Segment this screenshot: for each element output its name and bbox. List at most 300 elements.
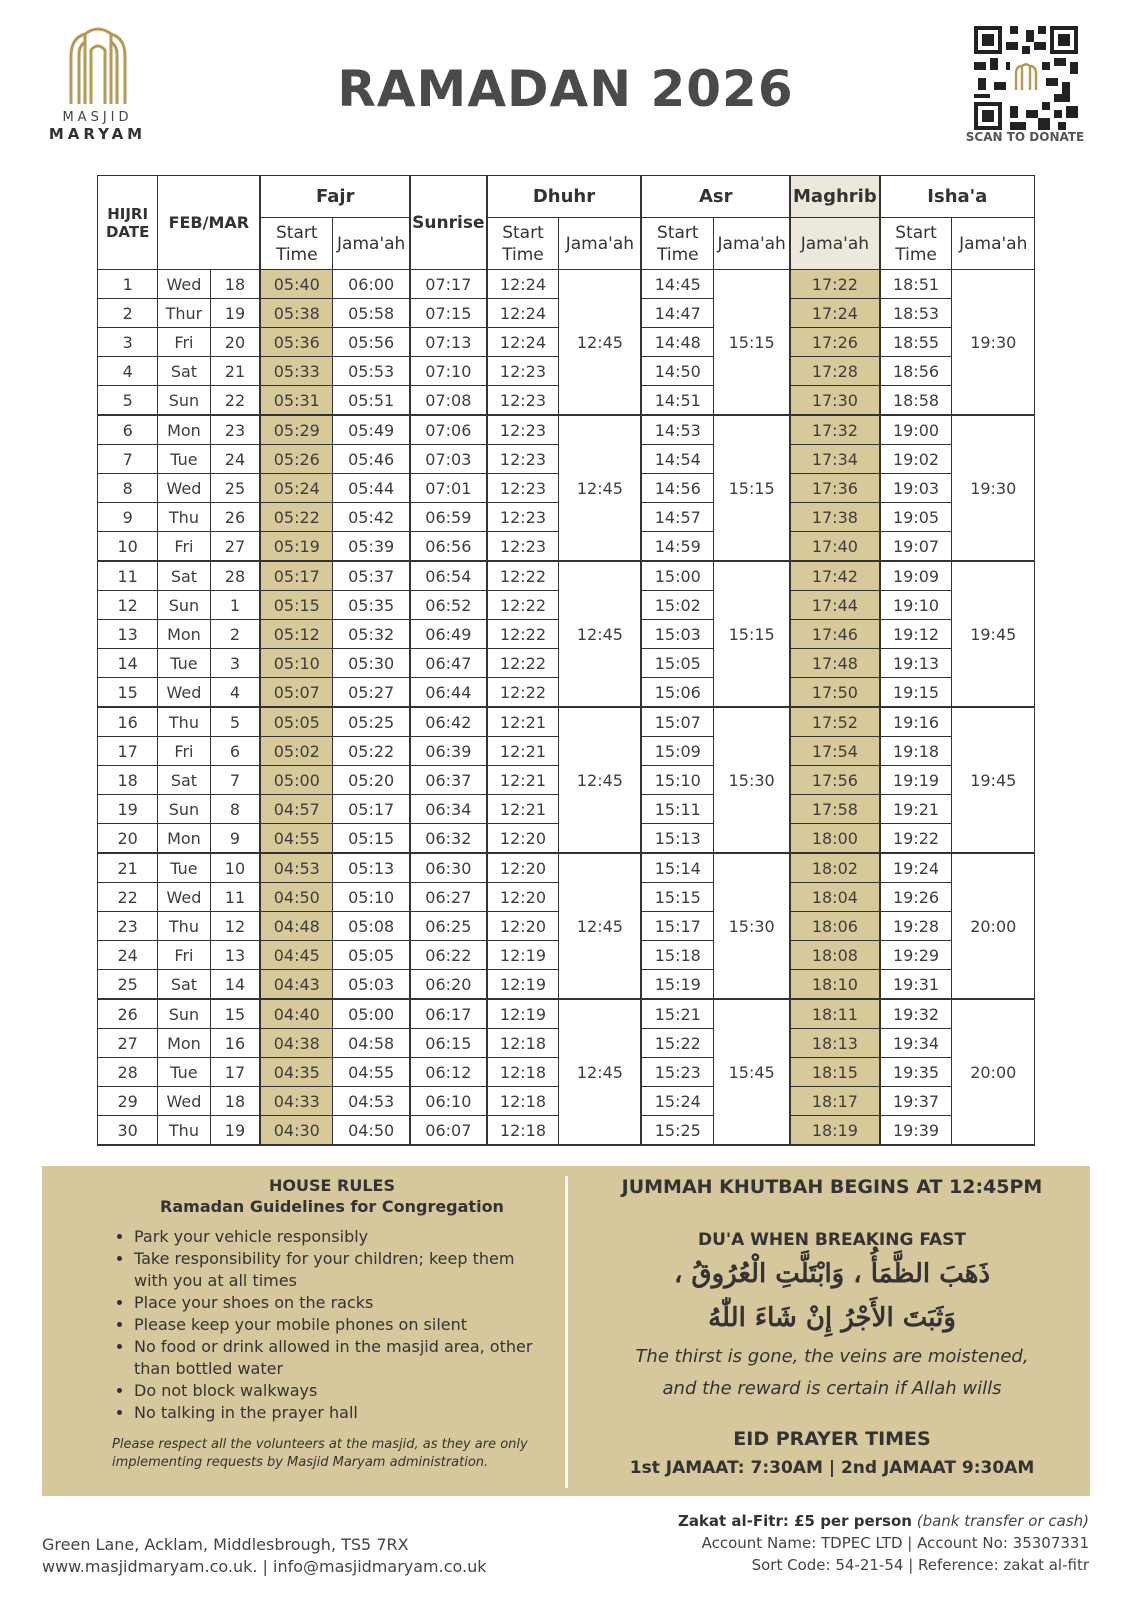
maghrib-cell: 17:34 (790, 445, 879, 474)
footer-address (42, 1534, 487, 1578)
hijri-date-cell: 4 (98, 357, 158, 386)
day-of-month-cell: 19 (210, 1116, 260, 1146)
day-of-month-cell: 6 (210, 737, 260, 766)
maghrib-header: Maghrib (790, 176, 879, 218)
asr-start-cell: 14:54 (641, 445, 713, 474)
maghrib-cell: 17:56 (790, 766, 879, 795)
dhuhr-start-cell: 12:23 (487, 474, 559, 503)
asr-start-cell: 15:00 (641, 561, 713, 591)
maghrib-cell: 17:28 (790, 357, 879, 386)
asr-start-cell: 15:22 (641, 1029, 713, 1058)
isha-start-cell: 19:29 (880, 941, 952, 970)
zakat-note: (bank transfer or cash) (916, 1512, 1089, 1530)
isha-start-cell: 18:53 (880, 299, 952, 328)
isha-start-cell: 19:34 (880, 1029, 952, 1058)
day-of-month-cell: 15 (210, 999, 260, 1029)
sunrise-cell: 06:34 (410, 795, 486, 824)
dua-arabic-line1: ذَهَبَ الظَّمَأُ ، وَابْتَلَّتِ الْعُرُوقُ ، (673, 1259, 991, 1289)
day-of-month-cell: 9 (210, 824, 260, 854)
fajr-jamaah-cell: 05:53 (333, 357, 410, 386)
maghrib-cell: 18:15 (790, 1058, 879, 1087)
eid-times (582, 1458, 1082, 1478)
dua-translation-line2: and the reward is certain if Allah wills (662, 1378, 1002, 1399)
weekday-cell: Mon (158, 1029, 210, 1058)
prayer-timetable (97, 175, 1035, 1146)
sunrise-header: Sunrise (410, 176, 486, 270)
dhuhr-start-cell: 12:18 (487, 1029, 559, 1058)
fajr-jamaah-cell: 05:05 (333, 941, 410, 970)
maghrib-cell: 17:58 (790, 795, 879, 824)
fajr-jamaah-header: Jama'ah (333, 218, 410, 270)
asr-start-cell: 15:24 (641, 1087, 713, 1116)
isha-start-cell: 19:19 (880, 766, 952, 795)
sunrise-cell: 06:12 (410, 1058, 486, 1087)
fajr-start-cell: 05:26 (260, 445, 332, 474)
volunteers-note: Please respect all the volunteers at the masjid, as they are only implementing requests by Masjid Maryam administration. (112, 1437, 528, 1470)
isha-jamaah-cell: 19:45 (952, 707, 1035, 853)
weekday-cell: Wed (158, 474, 210, 503)
weekday-cell: Tue (158, 445, 210, 474)
dhuhr-jamaah-cell: 12:45 (559, 999, 641, 1145)
isha-start-cell: 18:58 (880, 386, 952, 416)
table-row (98, 561, 1035, 591)
weekday-cell: Fri (158, 941, 210, 970)
fajr-start-cell: 04:45 (260, 941, 332, 970)
isha-start-cell: 19:16 (880, 707, 952, 737)
dhuhr-start-cell: 12:23 (487, 532, 559, 562)
hijri-date-cell: 15 (98, 678, 158, 708)
fajr-jamaah-cell: 05:51 (333, 386, 410, 416)
weekday-cell: Mon (158, 620, 210, 649)
eid-title: EID PRAYER TIMES (733, 1428, 931, 1450)
isha-start-cell: 19:35 (880, 1058, 952, 1087)
timetable-body (98, 270, 1035, 1146)
isha-jamaah-cell: 20:00 (952, 853, 1035, 999)
table-row (98, 853, 1035, 883)
rule-item: • No talking in the prayer hall (134, 1402, 552, 1424)
fajr-jamaah-cell: 05:08 (333, 912, 410, 941)
fajr-start-cell: 05:05 (260, 707, 332, 737)
sunrise-cell: 06:49 (410, 620, 486, 649)
fajr-start-header: Start Time (260, 218, 332, 270)
day-of-month-cell: 14 (210, 970, 260, 1000)
hijri-date-cell: 20 (98, 824, 158, 854)
page-title: RAMADAN 2026 (337, 60, 794, 118)
dhuhr-start-cell: 12:21 (487, 795, 559, 824)
hijri-date-cell: 8 (98, 474, 158, 503)
rule-item: • Place your shoes on the racks (134, 1292, 552, 1314)
weekday-cell: Fri (158, 328, 210, 357)
rule-item: • No food or drink allowed in the masjid area, other than bottled water (134, 1336, 552, 1380)
hijri-date-cell: 2 (98, 299, 158, 328)
asr-start-cell: 14:45 (641, 270, 713, 299)
asr-start-cell: 14:56 (641, 474, 713, 503)
info-panel (42, 1166, 1090, 1496)
day-of-month-cell: 27 (210, 532, 260, 562)
account-number: Account No: 35307331 (917, 1534, 1089, 1552)
fajr-start-cell: 04:33 (260, 1087, 332, 1116)
maghrib-cell: 17:38 (790, 503, 879, 532)
dhuhr-start-cell: 12:24 (487, 270, 559, 299)
weekday-cell: Thu (158, 912, 210, 941)
day-of-month-cell: 18 (210, 1087, 260, 1116)
isha-jamaah-header: Jama'ah (952, 218, 1035, 270)
fajr-jamaah-cell: 06:00 (333, 270, 410, 299)
isha-start-cell: 19:26 (880, 883, 952, 912)
day-of-month-cell: 16 (210, 1029, 260, 1058)
asr-start-cell: 14:57 (641, 503, 713, 532)
hijri-date-cell: 14 (98, 649, 158, 678)
weekday-cell: Sun (158, 999, 210, 1029)
asr-jamaah-cell: 15:15 (714, 415, 790, 561)
dhuhr-start-cell: 12:23 (487, 386, 559, 416)
sunrise-cell: 06:54 (410, 561, 486, 591)
table-row (98, 270, 1035, 299)
isha-start-cell: 18:51 (880, 270, 952, 299)
maghrib-cell: 18:11 (790, 999, 879, 1029)
sunrise-cell: 07:13 (410, 328, 486, 357)
sunrise-cell: 06:20 (410, 970, 486, 1000)
feb-mar-header: FEB/MAR (158, 176, 261, 270)
dhuhr-start-cell: 12:22 (487, 678, 559, 708)
fajr-jamaah-cell: 05:15 (333, 824, 410, 854)
hijri-date-cell: 1 (98, 270, 158, 299)
dhuhr-start-cell: 12:22 (487, 561, 559, 591)
logo-line1: MASJID (62, 110, 133, 125)
dhuhr-start-cell: 12:24 (487, 328, 559, 357)
day-of-month-cell: 17 (210, 1058, 260, 1087)
dhuhr-start-cell: 12:18 (487, 1087, 559, 1116)
zakat-line (678, 1510, 1089, 1532)
asr-start-cell: 15:06 (641, 678, 713, 708)
fajr-jamaah-cell: 05:39 (333, 532, 410, 562)
day-of-month-cell: 26 (210, 503, 260, 532)
dhuhr-start-cell: 12:23 (487, 357, 559, 386)
dhuhr-jamaah-header: Jama'ah (559, 218, 641, 270)
weekday-cell: Sun (158, 386, 210, 416)
fajr-jamaah-cell: 05:46 (333, 445, 410, 474)
sunrise-cell: 06:42 (410, 707, 486, 737)
isha-start-cell: 19:18 (880, 737, 952, 766)
maghrib-cell: 17:48 (790, 649, 879, 678)
fajr-start-cell: 04:40 (260, 999, 332, 1029)
bank-reference: Reference: zakat al-fitr (918, 1556, 1089, 1574)
dhuhr-start-cell: 12:21 (487, 737, 559, 766)
isha-jamaah-cell: 19:45 (952, 561, 1035, 707)
weekday-cell: Sat (158, 561, 210, 591)
asr-start-cell: 14:50 (641, 357, 713, 386)
eid-first-jamaat: 1st JAMAAT: 7:30AM (629, 1458, 823, 1478)
asr-jamaah-cell: 15:15 (714, 561, 790, 707)
sunrise-cell: 06:07 (410, 1116, 486, 1146)
dhuhr-start-header: Start Time (487, 218, 559, 270)
weekday-cell: Tue (158, 853, 210, 883)
maghrib-cell: 18:17 (790, 1087, 879, 1116)
asr-start-header: Start Time (641, 218, 713, 270)
hijri-date-cell: 21 (98, 853, 158, 883)
dhuhr-jamaah-cell: 12:45 (559, 270, 641, 416)
fajr-jamaah-cell: 04:55 (333, 1058, 410, 1087)
dhuhr-jamaah-cell: 12:45 (559, 853, 641, 999)
fajr-start-cell: 05:38 (260, 299, 332, 328)
sunrise-cell: 06:47 (410, 649, 486, 678)
hijri-date-cell: 9 (98, 503, 158, 532)
asr-jamaah-header: Jama'ah (714, 218, 790, 270)
sunrise-cell: 07:01 (410, 474, 486, 503)
maghrib-cell: 18:10 (790, 970, 879, 1000)
fajr-start-cell: 05:07 (260, 678, 332, 708)
dhuhr-start-cell: 12:20 (487, 824, 559, 854)
day-of-month-cell: 3 (210, 649, 260, 678)
sunrise-cell: 06:52 (410, 591, 486, 620)
asr-start-cell: 15:15 (641, 883, 713, 912)
rule-item: • Take responsibility for your children; keep them with you at all times (134, 1248, 552, 1292)
weekday-cell: Fri (158, 532, 210, 562)
dhuhr-start-cell: 12:19 (487, 999, 559, 1029)
fajr-start-cell: 05:10 (260, 649, 332, 678)
weekday-cell: Thu (158, 503, 210, 532)
isha-start-cell: 19:31 (880, 970, 952, 1000)
asr-start-cell: 15:25 (641, 1116, 713, 1146)
isha-start-cell: 19:39 (880, 1116, 952, 1146)
isha-start-cell: 19:24 (880, 853, 952, 883)
dhuhr-jamaah-cell: 12:45 (559, 707, 641, 853)
fajr-jamaah-cell: 05:25 (333, 707, 410, 737)
fajr-jamaah-cell: 05:44 (333, 474, 410, 503)
sunrise-cell: 06:44 (410, 678, 486, 708)
house-rules-list (112, 1226, 552, 1424)
sunrise-cell: 06:59 (410, 503, 486, 532)
email-link[interactable]: info@masjidmaryam.co.uk (273, 1557, 487, 1576)
fajr-start-cell: 04:55 (260, 824, 332, 854)
hijri-date-cell: 12 (98, 591, 158, 620)
hijri-date-cell: 19 (98, 795, 158, 824)
maghrib-cell: 17:54 (790, 737, 879, 766)
account-line: Account Name: TDPEC LTD | Account No: 35307331 (701, 1534, 1089, 1552)
isha-start-cell: 19:09 (880, 561, 952, 591)
dhuhr-start-cell: 12:20 (487, 853, 559, 883)
weekday-cell: Wed (158, 270, 210, 299)
dhuhr-jamaah-cell: 12:45 (559, 415, 641, 561)
eid-separator: | (828, 1458, 841, 1478)
weekday-cell: Sat (158, 970, 210, 1000)
asr-start-cell: 14:47 (641, 299, 713, 328)
fajr-jamaah-cell: 05:20 (333, 766, 410, 795)
fajr-start-cell: 05:17 (260, 561, 332, 591)
isha-start-cell: 19:28 (880, 912, 952, 941)
weekday-cell: Tue (158, 649, 210, 678)
dua-translation-line1: The thirst is gone, the veins are moistened, (635, 1346, 1029, 1367)
hijri-date-cell: 17 (98, 737, 158, 766)
day-of-month-cell: 18 (210, 270, 260, 299)
asr-start-cell: 15:17 (641, 912, 713, 941)
weekday-cell: Sun (158, 795, 210, 824)
sunrise-cell: 06:56 (410, 532, 486, 562)
day-of-month-cell: 2 (210, 620, 260, 649)
maghrib-cell: 17:36 (790, 474, 879, 503)
jummah-notice: JUMMAH KHUTBAH BEGINS AT 12:45PM (621, 1176, 1043, 1198)
asr-start-cell: 15:18 (641, 941, 713, 970)
isha-start-header: Start Time (880, 218, 952, 270)
day-of-month-cell: 8 (210, 795, 260, 824)
fajr-start-cell: 05:29 (260, 415, 332, 445)
dhuhr-start-cell: 12:23 (487, 503, 559, 532)
fajr-jamaah-cell: 05:56 (333, 328, 410, 357)
fajr-start-cell: 05:12 (260, 620, 332, 649)
fajr-start-cell: 05:00 (260, 766, 332, 795)
sort-code-line: Sort Code: 54-21-54 | Reference: zakat al-fitr (751, 1556, 1089, 1574)
panel-divider (565, 1176, 568, 1488)
day-of-month-cell: 24 (210, 445, 260, 474)
asr-jamaah-cell: 15:30 (714, 707, 790, 853)
fajr-start-cell: 05:22 (260, 503, 332, 532)
sunrise-cell: 07:15 (410, 299, 486, 328)
fajr-jamaah-cell: 05:10 (333, 883, 410, 912)
hijri-date-header: HIJRI DATE (98, 176, 158, 270)
asr-jamaah-cell: 15:30 (714, 853, 790, 999)
dua-title: DU'A WHEN BREAKING FAST (697, 1230, 966, 1250)
dhuhr-start-cell: 12:19 (487, 941, 559, 970)
sunrise-cell: 07:17 (410, 270, 486, 299)
hijri-date-cell: 22 (98, 883, 158, 912)
fajr-jamaah-cell: 05:30 (333, 649, 410, 678)
asr-start-cell: 15:02 (641, 591, 713, 620)
hijri-date-cell: 29 (98, 1087, 158, 1116)
dhuhr-header: Dhuhr (487, 176, 642, 218)
weekday-cell: Mon (158, 415, 210, 445)
contact-line: www.masjidmaryam.co.uk. | info@masjidmaryam.co.uk (42, 1557, 487, 1576)
fajr-jamaah-cell: 05:32 (333, 620, 410, 649)
isha-header: Isha'a (880, 176, 1035, 218)
rule-item: • Park your vehicle responsibly (134, 1226, 552, 1248)
isha-start-cell: 19:10 (880, 591, 952, 620)
zakat-label: Zakat al-Fitr: £5 per person (677, 1512, 912, 1530)
weekday-cell: Sat (158, 766, 210, 795)
fajr-jamaah-cell: 05:03 (333, 970, 410, 1000)
hijri-date-cell: 28 (98, 1058, 158, 1087)
hijri-date-cell: 30 (98, 1116, 158, 1146)
asr-start-cell: 14:53 (641, 415, 713, 445)
day-of-month-cell: 10 (210, 853, 260, 883)
asr-start-cell: 15:19 (641, 970, 713, 1000)
asr-start-cell: 15:13 (641, 824, 713, 854)
fajr-jamaah-cell: 05:42 (333, 503, 410, 532)
logo-line2: MARYAM (48, 125, 147, 143)
dhuhr-start-cell: 12:22 (487, 649, 559, 678)
isha-start-cell: 18:55 (880, 328, 952, 357)
fajr-start-cell: 04:30 (260, 1116, 332, 1146)
isha-start-cell: 19:12 (880, 620, 952, 649)
asr-start-cell: 14:59 (641, 532, 713, 562)
hijri-date-cell: 10 (98, 532, 158, 562)
maghrib-cell: 18:02 (790, 853, 879, 883)
maghrib-cell: 17:40 (790, 532, 879, 562)
dhuhr-start-cell: 12:18 (487, 1116, 559, 1146)
isha-start-cell: 19:32 (880, 999, 952, 1029)
maghrib-cell: 18:08 (790, 941, 879, 970)
asr-start-cell: 14:51 (641, 386, 713, 416)
weekday-cell: Sat (158, 357, 210, 386)
weekday-cell: Wed (158, 1087, 210, 1116)
sunrise-cell: 06:37 (410, 766, 486, 795)
day-of-month-cell: 28 (210, 561, 260, 591)
maghrib-cell: 17:32 (790, 415, 879, 445)
isha-jamaah-cell: 20:00 (952, 999, 1035, 1145)
isha-start-cell: 19:13 (880, 649, 952, 678)
sunrise-cell: 06:27 (410, 883, 486, 912)
fajr-start-cell: 05:33 (260, 357, 332, 386)
hijri-date-cell: 5 (98, 386, 158, 416)
dhuhr-start-cell: 12:20 (487, 883, 559, 912)
zakat-bank-details (678, 1510, 1089, 1576)
fajr-start-cell: 04:35 (260, 1058, 332, 1087)
fajr-jamaah-cell: 05:35 (333, 591, 410, 620)
day-of-month-cell: 23 (210, 415, 260, 445)
day-of-month-cell: 25 (210, 474, 260, 503)
maghrib-cell: 17:30 (790, 386, 879, 416)
weekday-cell: Thu (158, 1116, 210, 1146)
isha-start-cell: 18:56 (880, 357, 952, 386)
weekday-cell: Thu (158, 707, 210, 737)
sunrise-cell: 06:15 (410, 1029, 486, 1058)
rule-item: • Please keep your mobile phones on silent (134, 1314, 552, 1336)
sunrise-cell: 07:06 (410, 415, 486, 445)
fajr-header: Fajr (260, 176, 410, 218)
isha-start-cell: 19:37 (880, 1087, 952, 1116)
maghrib-cell: 17:44 (790, 591, 879, 620)
table-row (98, 415, 1035, 445)
sunrise-cell: 06:17 (410, 999, 486, 1029)
maghrib-cell: 17:26 (790, 328, 879, 357)
day-of-month-cell: 11 (210, 883, 260, 912)
asr-jamaah-cell: 15:15 (714, 270, 790, 416)
weekday-cell: Sun (158, 591, 210, 620)
donate-qr-code[interactable] (974, 26, 1078, 130)
weekday-cell: Thur (158, 299, 210, 328)
hijri-date-cell: 6 (98, 415, 158, 445)
fajr-jamaah-cell: 05:27 (333, 678, 410, 708)
maghrib-cell: 17:42 (790, 561, 879, 591)
hijri-date-cell: 18 (98, 766, 158, 795)
day-of-month-cell: 4 (210, 678, 260, 708)
maghrib-cell: 18:19 (790, 1116, 879, 1146)
website-link[interactable]: www.masjidmaryam.co.uk. (42, 1557, 258, 1576)
hijri-date-cell: 23 (98, 912, 158, 941)
fajr-start-cell: 05:36 (260, 328, 332, 357)
maghrib-cell: 18:00 (790, 824, 879, 854)
fajr-start-cell: 04:38 (260, 1029, 332, 1058)
asr-start-cell: 15:21 (641, 999, 713, 1029)
day-of-month-cell: 19 (210, 299, 260, 328)
asr-start-cell: 15:23 (641, 1058, 713, 1087)
fajr-start-cell: 05:40 (260, 270, 332, 299)
sunrise-cell: 07:03 (410, 445, 486, 474)
dhuhr-start-cell: 12:23 (487, 415, 559, 445)
fajr-start-cell: 05:19 (260, 532, 332, 562)
isha-start-cell: 19:22 (880, 824, 952, 854)
sort-code: Sort Code: 54-21-54 (751, 1556, 904, 1574)
fajr-jamaah-cell: 05:17 (333, 795, 410, 824)
asr-start-cell: 15:07 (641, 707, 713, 737)
fajr-start-cell: 05:02 (260, 737, 332, 766)
hijri-date-cell: 13 (98, 620, 158, 649)
asr-start-cell: 15:11 (641, 795, 713, 824)
day-of-month-cell: 20 (210, 328, 260, 357)
fajr-jamaah-cell: 04:53 (333, 1087, 410, 1116)
asr-start-cell: 15:10 (641, 766, 713, 795)
sunrise-cell: 06:22 (410, 941, 486, 970)
weekday-cell: Wed (158, 678, 210, 708)
